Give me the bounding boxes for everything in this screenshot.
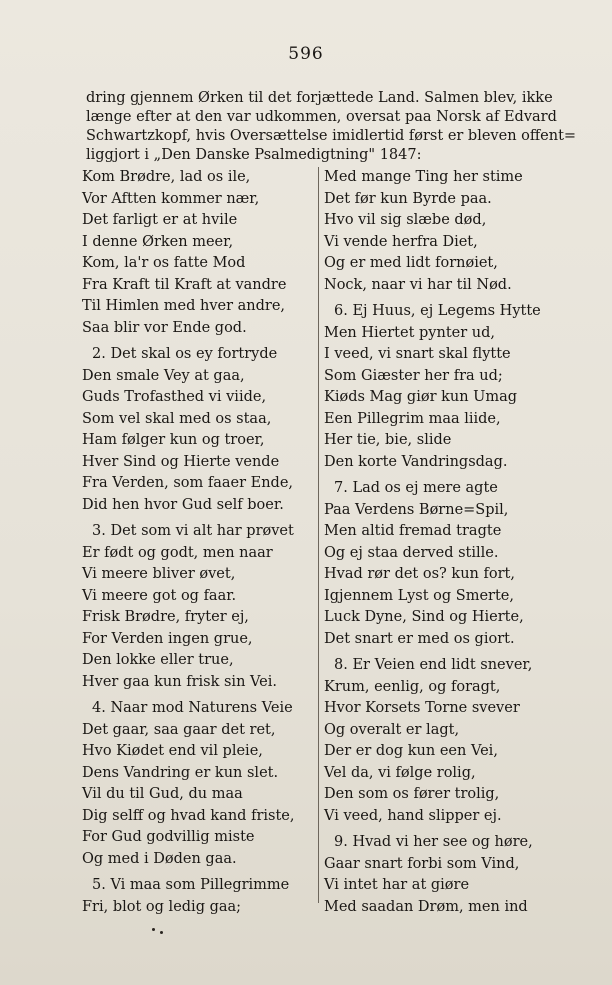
verse-line: Og med i Døden gaa. <box>82 850 237 867</box>
verse-line: Vel da, vi følge rolig, <box>324 764 476 781</box>
intro-line: liggjort i „Den Danske Psalmedigtning" 1847: <box>86 147 422 163</box>
intro-line: Schwartzkopf, hvis Oversættelse imidlertid først er bleven offent= <box>86 128 577 144</box>
verse-line: Men Hiertet pynter ud, <box>324 324 496 341</box>
verse-line: Vi intet har at giøre <box>324 877 470 893</box>
verse-line: Som Giæster her fra ud; <box>324 367 503 384</box>
verse-line: Vi veed, hand slipper ej. <box>324 807 502 824</box>
intro-line: længe efter at den var udkommen, oversat paa Norsk af Edvard <box>86 109 557 125</box>
verse-line: Gaar snart forbi som Vind, <box>324 855 520 872</box>
ink-speck <box>160 931 163 934</box>
stanza <box>82 344 310 516</box>
verse-line: Med mange Ting her stime <box>324 169 523 185</box>
verse-line: Men altid fremad tragte <box>324 523 502 539</box>
verse-line: Hver Sind og Hierte vende <box>82 453 280 470</box>
verse-line: For Gud godvillig miste <box>82 829 255 845</box>
verse-line: Krum, eenlig, og foragt, <box>324 678 501 695</box>
verse-line: 7. Lad os ej mere agte <box>334 480 498 496</box>
ink-speck <box>152 928 155 931</box>
verse-line: Nock, naar vi har til Nød. <box>324 276 512 293</box>
intro-line: dring gjennem Ørken til det forjættede Land. Salmen blev, ikke <box>86 90 553 106</box>
intro-paragraph <box>86 89 577 165</box>
stanza <box>82 521 310 693</box>
verse-line: Den lokke eller true, <box>82 652 234 668</box>
verse-line: 2. Det skal os ey fortryde <box>92 346 278 362</box>
stanza <box>82 875 310 918</box>
verse-line: Vor Aftten kommer nær, <box>82 190 260 207</box>
page-number: 596 <box>288 44 324 64</box>
verse-line: Her tie, bie, slide <box>324 432 452 448</box>
verse-line: Vi meere got og faar. <box>82 587 237 604</box>
verse-line: Det gaar, saa gaar det ret, <box>82 721 276 738</box>
verse-line: Hvor Korsets Torne svever <box>324 700 520 716</box>
column-divider <box>318 167 319 903</box>
verse-line: Hvo Kiødet end vil pleie, <box>82 743 263 759</box>
verse-line: Den smale Vey at gaa, <box>82 367 245 384</box>
verse-line: 9. Hvad vi her see og høre, <box>334 834 533 850</box>
verse-line: Fra Verden, som faaer Ende, <box>82 475 294 491</box>
verse-line: Hvo vil sig slæbe død, <box>324 212 487 228</box>
verse-line: Fri, blot og ledig gaa; <box>82 898 242 915</box>
stanza <box>324 301 554 473</box>
verse-line: Guds Trofasthed vi viide, <box>82 389 267 405</box>
verse-line: I denne Ørken meer, <box>82 233 234 250</box>
verse-line: Did hen hvor Gud self boer. <box>82 496 284 513</box>
verse-line: Med saadan Drøm, men ind <box>324 898 528 915</box>
verse-line: I veed, vi snart skal flytte <box>324 346 511 362</box>
verse-line: Til Himlen med hver andre, <box>82 298 286 314</box>
right-column <box>324 167 554 918</box>
verse-line: 8. Er Veien end lidt snever, <box>334 657 533 673</box>
stanza <box>324 478 554 650</box>
verse-line: Det før kun Byrde paa. <box>324 190 492 207</box>
verse-line: 5. Vi maa som Pillegrimme <box>92 877 290 893</box>
verse-line: 3. Det som vi alt har prøvet <box>92 523 294 539</box>
verse-line: Frisk Brødre, fryter ej, <box>82 609 249 625</box>
verse-line: Som vel skal med os staa, <box>82 410 272 427</box>
verse-line: Hver gaa kun frisk sin Vei. <box>82 673 277 690</box>
verse-line: Saa blir vor Ende god. <box>82 319 247 336</box>
verse-line: Een Pillegrim maa liide, <box>324 410 501 427</box>
verse-line: Vi vende herfra Diet, <box>324 233 478 250</box>
verse-line: Er født og godt, men naar <box>82 544 273 561</box>
verse-line: Der er dog kun een Vei, <box>324 743 498 759</box>
verse-line: 6. Ej Huus, ej Legems Hytte <box>334 303 541 319</box>
verse-line: Vi meere bliver øvet, <box>82 566 236 582</box>
verse-line: Kom, la'r os fatte Mod <box>82 255 246 271</box>
verse-line: For Verden ingen grue, <box>82 630 253 647</box>
verse-line: Kiøds Mag giør kun Umag <box>324 389 518 405</box>
stanza <box>324 655 554 827</box>
stanza <box>324 832 554 918</box>
verse-line: Ham følger kun og troer, <box>82 432 265 448</box>
verse-line: Dig selff og hvad kand friste, <box>82 807 295 824</box>
stanza <box>82 698 310 870</box>
stanza <box>82 167 310 339</box>
verse-line: Det snart er med os giort. <box>324 630 515 647</box>
verse-line: Fra Kraft til Kraft at vandre <box>82 276 287 293</box>
verse-line: Og er med lidt fornøiet, <box>324 255 498 271</box>
verse-line: Luck Dyne, Sind og Hierte, <box>324 609 524 625</box>
verse-line: Hvad rør det os? kun fort, <box>324 566 515 582</box>
verse-line: Vil du til Gud, du maa <box>82 786 243 802</box>
verse-line: Og ej staa derved stille. <box>324 544 499 561</box>
verse-line: Igjennem Lyst og Smerte, <box>324 587 514 604</box>
verse-line: Og overalt er lagt, <box>324 721 460 738</box>
verse-line: Dens Vandring er kun slet. <box>82 764 279 781</box>
verse-line: Kom Brødre, lad os ile, <box>82 169 251 185</box>
verse-line: 4. Naar mod Naturens Veie <box>92 700 293 716</box>
left-column <box>82 167 310 918</box>
verse-line: Paa Verdens Børne=Spil, <box>324 501 509 518</box>
verse-line: Det farligt er at hvile <box>82 212 238 228</box>
verse-line: Den som os fører trolig, <box>324 786 500 802</box>
stanza <box>324 167 554 296</box>
verse-line: Den korte Vandringsdag. <box>324 453 508 470</box>
